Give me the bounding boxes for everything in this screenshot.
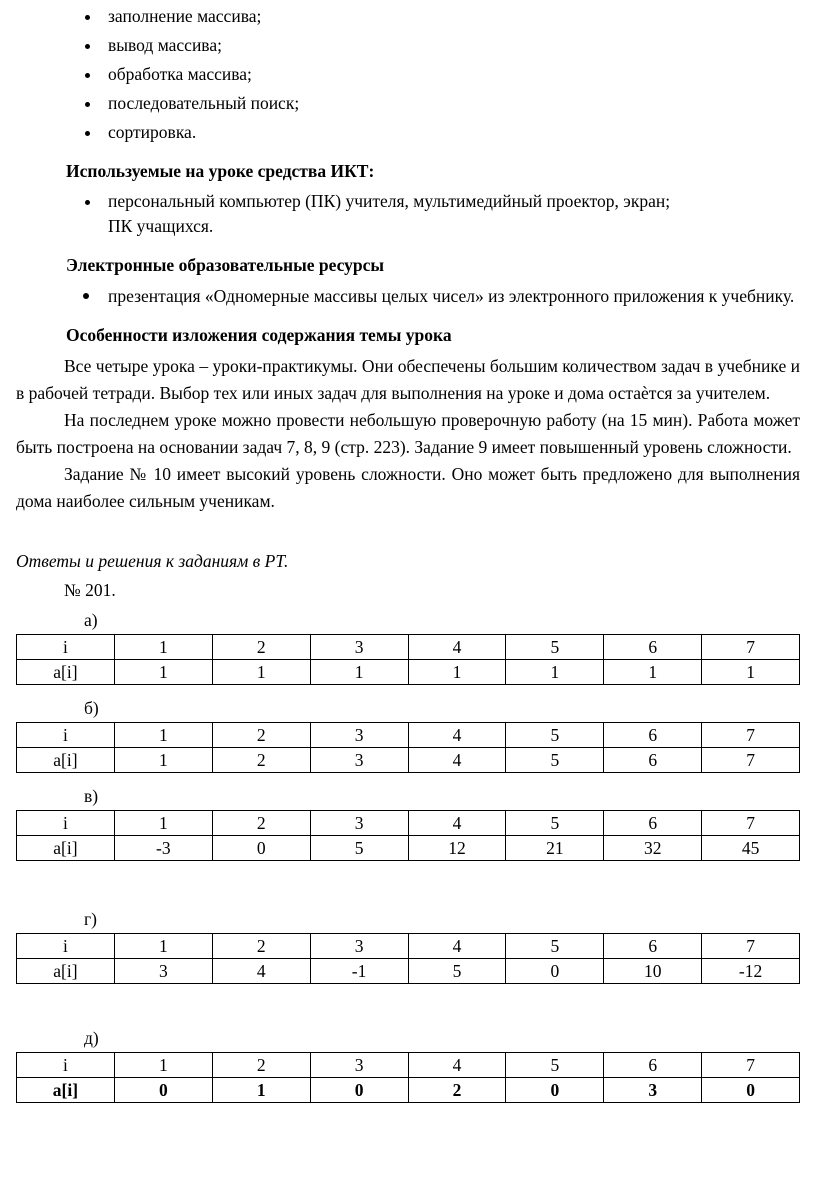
row-header-cell: a[i] <box>17 660 115 685</box>
value-cell: 1 <box>408 660 506 685</box>
value-cell: 5 <box>506 635 604 660</box>
table-row <box>17 811 800 836</box>
value-cell: 3 <box>114 959 212 984</box>
value-cell: 3 <box>310 811 408 836</box>
value-cell: 12 <box>408 836 506 861</box>
ikt-item-text: персональный компьютер (ПК) учителя, мультимедийный проектор, экран; <box>108 191 671 211</box>
table-row <box>17 836 800 861</box>
features-paragraph-1: Все четыре урока – уроки-практикумы. Они обеспечены большим количеством задач в учебнике и в рабочей тетради. Выбор тех или иных задач для выполнения на уроке и дома остаѐтся за учителем. <box>16 356 800 403</box>
value-cell: 2 <box>212 1053 310 1078</box>
value-cell: 4 <box>408 635 506 660</box>
value-cell: 1 <box>114 748 212 773</box>
value-cell: 2 <box>408 1078 506 1103</box>
task-number: № 201. <box>64 580 116 600</box>
features-paragraph-2: На последнем уроке можно провести небольшую проверочную работу (на 15 мин). Работа может быть построена на основании задач 7, 8, 9 (стр. 223). Задание 9 имеет повышенный уровень сложности. <box>16 410 800 457</box>
answer-tables-container <box>16 608 800 1103</box>
table-row <box>17 635 800 660</box>
row-header-cell: a[i] <box>17 836 115 861</box>
value-cell: 5 <box>506 748 604 773</box>
value-cell: 6 <box>604 635 702 660</box>
value-cell: -1 <box>310 959 408 984</box>
array-operations-list <box>16 4 800 145</box>
value-cell: 1 <box>114 660 212 685</box>
value-cell: 2 <box>212 723 310 748</box>
answer-table <box>16 810 800 861</box>
table-label: б) <box>84 698 99 718</box>
value-cell: 2 <box>212 748 310 773</box>
value-cell: 7 <box>702 1053 800 1078</box>
value-cell: 0 <box>114 1078 212 1103</box>
value-cell: 3 <box>310 748 408 773</box>
value-cell: 4 <box>408 811 506 836</box>
table-row <box>17 723 800 748</box>
answer-table <box>16 1052 800 1103</box>
value-cell: 0 <box>506 959 604 984</box>
value-cell: 0 <box>702 1078 800 1103</box>
value-cell: 4 <box>212 959 310 984</box>
section-heading-ikt: Используемые на уроке средства ИКТ: <box>66 161 375 181</box>
value-cell: 6 <box>604 723 702 748</box>
value-cell: 0 <box>506 1078 604 1103</box>
table-row <box>17 748 800 773</box>
value-cell: 5 <box>506 934 604 959</box>
value-cell: 0 <box>212 836 310 861</box>
ikt-list <box>16 189 800 239</box>
table-row <box>17 959 800 984</box>
value-cell: 4 <box>408 723 506 748</box>
value-cell: 7 <box>702 934 800 959</box>
value-cell: 2 <box>212 934 310 959</box>
table-row <box>17 1078 800 1103</box>
value-cell: -12 <box>702 959 800 984</box>
row-header-cell: i <box>17 811 115 836</box>
value-cell: 6 <box>604 748 702 773</box>
value-cell: 4 <box>408 934 506 959</box>
table-row <box>17 934 800 959</box>
value-cell: 5 <box>506 811 604 836</box>
table-row <box>17 660 800 685</box>
answer-table <box>16 722 800 773</box>
answer-table <box>16 634 800 685</box>
value-cell: 7 <box>702 635 800 660</box>
value-cell: 4 <box>408 748 506 773</box>
value-cell: 5 <box>310 836 408 861</box>
value-cell: 1 <box>114 723 212 748</box>
value-cell: 45 <box>702 836 800 861</box>
value-cell: 2 <box>212 635 310 660</box>
value-cell: 3 <box>604 1078 702 1103</box>
list-item: • сортировка. <box>102 120 800 145</box>
value-cell: 5 <box>408 959 506 984</box>
row-header-cell: i <box>17 635 115 660</box>
list-item: • обработка массива; <box>102 62 800 87</box>
row-header-cell: a[i] <box>17 959 115 984</box>
value-cell: 1 <box>310 660 408 685</box>
row-header-cell: i <box>17 934 115 959</box>
list-item: • последовательный поиск; <box>102 91 800 116</box>
value-cell: 4 <box>408 1053 506 1078</box>
value-cell: 6 <box>604 811 702 836</box>
table-label: д) <box>84 1028 99 1048</box>
value-cell: 1 <box>212 660 310 685</box>
value-cell: 3 <box>310 723 408 748</box>
table-label: г) <box>84 909 98 929</box>
value-cell: 6 <box>604 934 702 959</box>
value-cell: 3 <box>310 934 408 959</box>
value-cell: -3 <box>114 836 212 861</box>
value-cell: 5 <box>506 1053 604 1078</box>
features-paragraph-3: Задание № 10 имеет высокий уровень сложности. Оно может быть предложено для выполнения дома наиболее сильным ученикам. <box>16 464 800 511</box>
value-cell: 2 <box>212 811 310 836</box>
ikt-item-line2: ПК учащихся. <box>108 216 214 236</box>
list-item: • заполнение массива; <box>102 4 800 29</box>
value-cell: 21 <box>506 836 604 861</box>
value-cell: 1 <box>114 811 212 836</box>
table-row <box>17 1053 800 1078</box>
row-header-cell: i <box>17 1053 115 1078</box>
value-cell: 10 <box>604 959 702 984</box>
value-cell: 1 <box>114 1053 212 1078</box>
value-cell: 32 <box>604 836 702 861</box>
value-cell: 1 <box>212 1078 310 1103</box>
value-cell: 5 <box>506 723 604 748</box>
value-cell: 7 <box>702 811 800 836</box>
value-cell: 1 <box>702 660 800 685</box>
section-heading-eor: Электронные образовательные ресурсы <box>66 255 385 275</box>
answers-heading: Ответы и решения к заданиям в РТ. <box>16 551 289 571</box>
section-heading-features: Особенности изложения содержания темы урока <box>66 325 452 345</box>
value-cell: 3 <box>310 1053 408 1078</box>
table-label: в) <box>84 786 99 806</box>
row-header-cell: i <box>17 723 115 748</box>
value-cell: 1 <box>604 660 702 685</box>
eor-list <box>16 283 800 309</box>
value-cell: 6 <box>604 1053 702 1078</box>
value-cell: 7 <box>702 723 800 748</box>
list-item <box>102 189 800 239</box>
value-cell: 1 <box>114 934 212 959</box>
list-item: • презентация «Одномерные массивы целых чисел» из электронного приложения к учебнику. <box>102 283 800 309</box>
table-label: а) <box>84 610 98 630</box>
value-cell: 7 <box>702 748 800 773</box>
answer-table <box>16 933 800 984</box>
value-cell: 1 <box>506 660 604 685</box>
row-header-cell: a[i] <box>17 748 115 773</box>
value-cell: 3 <box>310 635 408 660</box>
value-cell: 1 <box>114 635 212 660</box>
list-item: • вывод массива; <box>102 33 800 58</box>
value-cell: 0 <box>310 1078 408 1103</box>
row-header-cell: a[i] <box>17 1078 115 1103</box>
